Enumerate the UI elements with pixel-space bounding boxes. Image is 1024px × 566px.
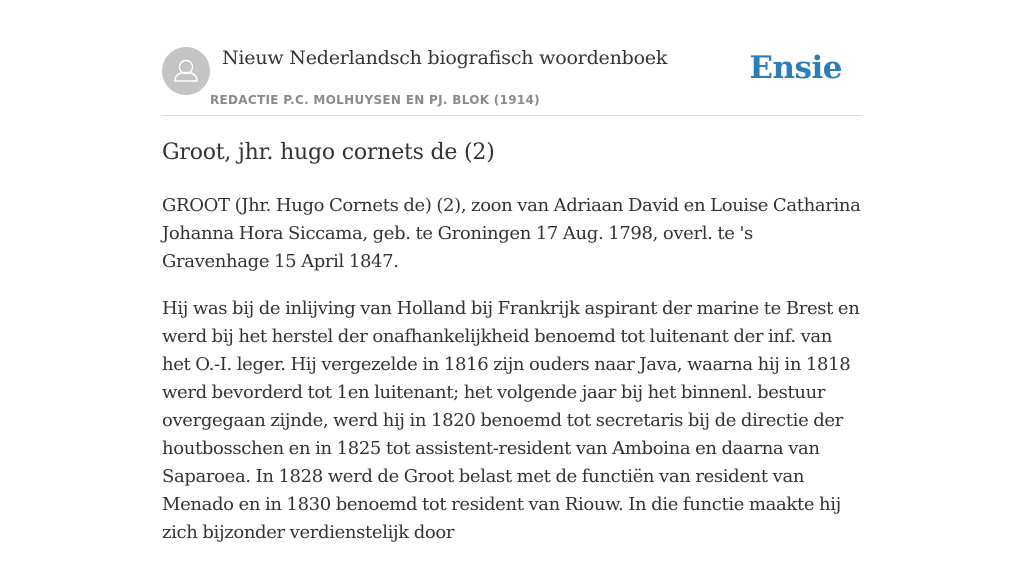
entry-content	[162, 192, 862, 566]
header	[162, 46, 862, 116]
header-divider	[162, 115, 862, 116]
book-title[interactable]: Nieuw Nederlandsch biografisch woordenboek	[222, 47, 668, 69]
entry-paragraph: GROOT (Jhr. Hugo Cornets de) (2), zoon van Adriaan David en Louise Catharina Johanna Hora Siccama, geb. te Groningen 17 Aug. 1798, overl. te 's Gravenhage 15 April 1847.	[162, 195, 861, 272]
editors-line: REDACTIE P.C. MOLHUYSEN EN PJ. BLOK (1914)	[210, 93, 540, 107]
user-icon	[162, 47, 210, 95]
entry-paragraph: Hij was bij de inlijving van Holland bij Frankrijk aspirant der marine te Brest en werd bij het herstel der onafhankelijkheid benoemd tot luitenant der inf. van het O.-I. leger. Hij vergezelde in 1816 zijn ouders naar Java, waarna hij in 1818 werd bevorderd tot 1en luitenant; het volgende jaar bij het binnenl. bestuur overgegaan zijnde, werd hij in 1820 benoemd tot secretaris bij de directie der houtbosschen en in 1825 tot assistent-resident van Amboina en daarna van Saparoea. In 1828 werd de Groot belast met de functiën van resident van Menado en in 1830 benoemd tot resident van Riouw. In die functie maakte hij zich bijzonder verdienstelijk door	[162, 298, 860, 543]
entry-title: Groot, jhr. hugo cornets de (2)	[162, 140, 495, 165]
ensie-logo[interactable]: Ensie	[749, 50, 842, 86]
